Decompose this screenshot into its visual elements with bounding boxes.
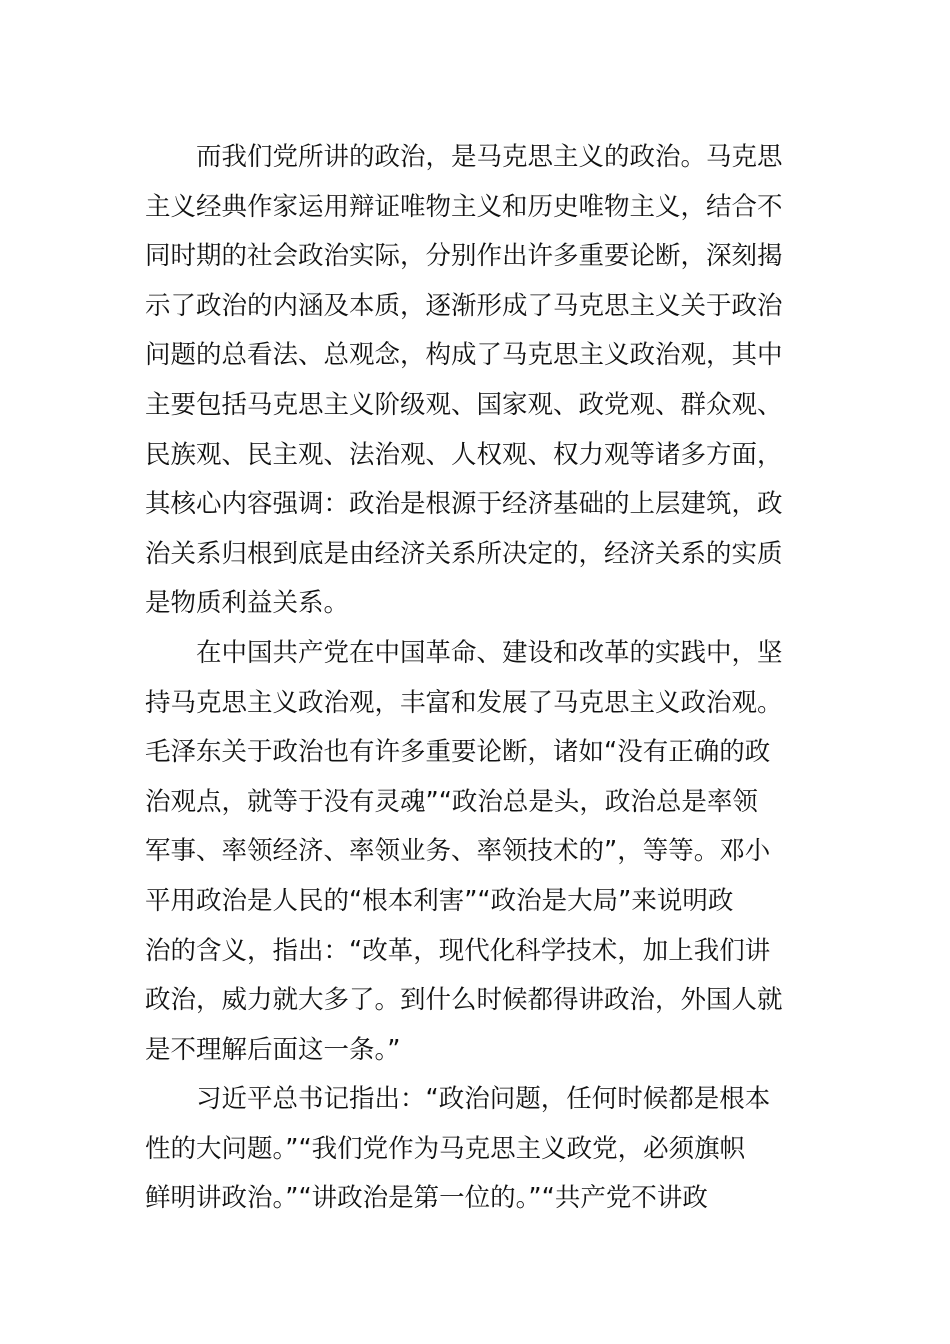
paragraph-1-line-4: 示了政治的内涵及本质，逐渐形成了马克思主义关于政治	[145, 290, 783, 321]
paragraph-1-line-5: 问题的总看法、总观念，构成了马克思主义政治观，其中	[145, 340, 783, 371]
paragraph-3-line-1: 习近平总书记指出：“政治问题，任何时候都是根本	[196, 1084, 771, 1115]
paragraph-1-line-9: 治关系归根到底是由经济关系所决定的，经济关系的实质	[145, 538, 783, 569]
paragraph-2-line-5: 军事、率领经济、率领业务、率领技术的”，等等。邓小	[145, 836, 771, 867]
paragraph-3-line-2: 性的大问题。”“我们党作为马克思主义政党，必须旗帜	[145, 1133, 746, 1164]
paragraph-2-line-9: 是不理解后面这一条。”	[145, 1034, 401, 1065]
body-text	[145, 133, 787, 1224]
paragraph-1-line-8: 其核心内容强调：政治是根源于经济基础的上层建筑，政	[145, 489, 783, 520]
paragraph-2-line-8: 政治，威力就大多了。到什么时候都得讲政治，外国人就	[145, 985, 783, 1016]
paragraph-1-line-2: 主义经典作家运用辩证唯物主义和历史唯物主义，结合不	[145, 191, 783, 222]
paragraph-2-line-3: 毛泽东关于政治也有许多重要论断，诸如“没有正确的政	[145, 737, 771, 768]
paragraph-1-line-3: 同时期的社会政治实际，分别作出许多重要论断，深刻揭	[145, 241, 783, 272]
paragraph-2-line-2: 持马克思主义政治观，丰富和发展了马克思主义政治观。	[145, 687, 783, 718]
paragraph-2-line-4: 治观点，就等于没有灵魂”“政治总是头，政治总是率领	[145, 786, 758, 817]
paragraph-1-line-1: 而我们党所讲的政治，是马克思主义的政治。马克思	[196, 142, 783, 172]
paragraph-1-line-10: 是物质利益关系。	[145, 588, 350, 619]
paragraph-1-line-6: 主要包括马克思主义阶级观、国家观、政党观、群众观、	[145, 389, 783, 420]
paragraph-2-line-7: 治的含义，指出：“改革，现代化科学技术，加上我们讲	[145, 935, 771, 966]
paragraph-1-line-7: 民族观、民主观、法治观、人权观、权力观等诸多方面，	[145, 439, 783, 470]
paragraph-2-line-6: 平用政治是人民的“根本利害”“政治是大局”来说明政	[145, 885, 734, 916]
paragraph-2-line-1: 在中国共产党在中国革命、建设和改革的实践中，坚	[196, 637, 783, 668]
paragraph-3-line-3: 鲜明讲政治。”“讲政治是第一位的。”“共产党不讲政	[145, 1183, 708, 1214]
